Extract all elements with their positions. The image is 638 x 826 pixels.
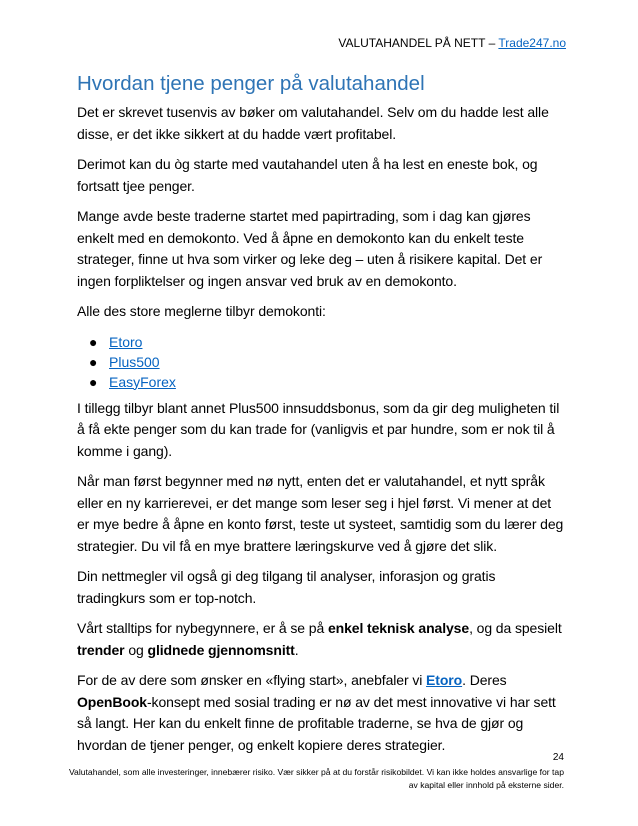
section-heading: Hvordan tjene penger på valutahandel bbox=[77, 72, 425, 95]
paragraph-5: I tillegg tilbyr blant annet Plus500 innsuddsbonus, som da gir deg muligheten til å få ekte penger som du kan trade for (vanligvis et par hundre, som er nok til å komme i gang). bbox=[77, 399, 560, 459]
page-header bbox=[338, 36, 566, 50]
paragraph-3: Mange avde beste traderne startet med papirtrading, som i dag kan gjøres enkelt med en demokonto. Ved å åpne en demokonto kan du enkelt teste strateger, finne ut hva som virker og leke deg – uten å risikere kapital. Det er ingen forpliktelser og ingen ansvar ved bruk av en demokonto. bbox=[77, 208, 543, 289]
bold-text: glidnede gjennomsnitt bbox=[147, 641, 295, 658]
paragraph-1: Det er skrevet tusenvis av bøker om valutahandel. Selv om du hadde lest alle disse, er det ikke sikkert at du hadde vært profitabel. bbox=[77, 104, 549, 142]
footer-disclaimer: Valutahandel, som alle investeringer, innebærer risiko. Vær sikker på at du forstår risikobildet. Vi kan ikke holdes ansvarlige for tap av kapital eller innhold på eksterne sider. bbox=[68, 767, 564, 790]
paragraph-tips bbox=[77, 618, 565, 661]
paragraph-final bbox=[77, 670, 565, 756]
broker-link-etoro[interactable]: Etoro bbox=[109, 333, 143, 350]
text-run: For de av dere som ønsker en «flying start», anebfaler vi bbox=[77, 672, 427, 688]
text-run: Vårt stalltips for nybegynnere, er å se på bbox=[77, 620, 328, 636]
broker-link-plus500[interactable]: Plus500 bbox=[109, 353, 160, 370]
main-content bbox=[77, 70, 565, 765]
paragraph-4: Alle des store meglerne tilbyr demokonti: bbox=[77, 303, 326, 319]
etoro-link[interactable]: Etoro bbox=[426, 672, 463, 688]
text-run: -konsept med sosial trading er nø av det mest innovative vi har sett så langt. Her kan du enkelt finne de profitable traderne, se hva de gjør og hvordan de tjener penger, og enkelt kopiere deres strategier. bbox=[77, 693, 556, 753]
list-item bbox=[89, 352, 565, 372]
text-run: , og da spesielt bbox=[469, 620, 562, 636]
bold-text: enkel teknisk analyse bbox=[327, 620, 470, 636]
text-run: . Deres bbox=[462, 672, 507, 688]
bold-text: trender bbox=[77, 641, 125, 658]
bullet-icon: ● bbox=[89, 353, 98, 370]
text-run: og bbox=[124, 641, 148, 658]
broker-list bbox=[77, 332, 565, 392]
bullet-icon: ● bbox=[89, 333, 98, 350]
broker-link-easyforex[interactable]: EasyForex bbox=[109, 373, 176, 390]
list-item bbox=[89, 372, 565, 392]
paragraph-6: Når man først begynner med nø nytt, enten det er valutahandel, et nytt språk eller en ny karrierevei, er det mange som leser seg i hjel først. Vi mener at det er mye bedre å åpne en konto først, teste ut systeet, samtidig som du lærer deg strategier. Du vil få en mye brattere læringskurve ved å gjøre det slik. bbox=[77, 473, 564, 554]
header-text: VALUTAHANDEL PÅ NETT – bbox=[338, 36, 499, 50]
header-site-link[interactable]: Trade247.no bbox=[498, 36, 566, 50]
paragraph-2: Derimot kan du òg starte med vautahandel uten å ha lest en eneste bok, og fortsatt tjee penger. bbox=[77, 156, 538, 194]
page-number: 24 bbox=[552, 752, 564, 763]
list-item bbox=[89, 332, 565, 352]
bullet-icon: ● bbox=[89, 373, 98, 390]
bold-text: OpenBook bbox=[77, 693, 147, 710]
paragraph-7: Din nettmegler vil også gi deg tilgang til analyser, inforasjon og gratis tradingkurs som er top-notch. bbox=[77, 568, 496, 606]
text-run: . bbox=[294, 641, 299, 658]
